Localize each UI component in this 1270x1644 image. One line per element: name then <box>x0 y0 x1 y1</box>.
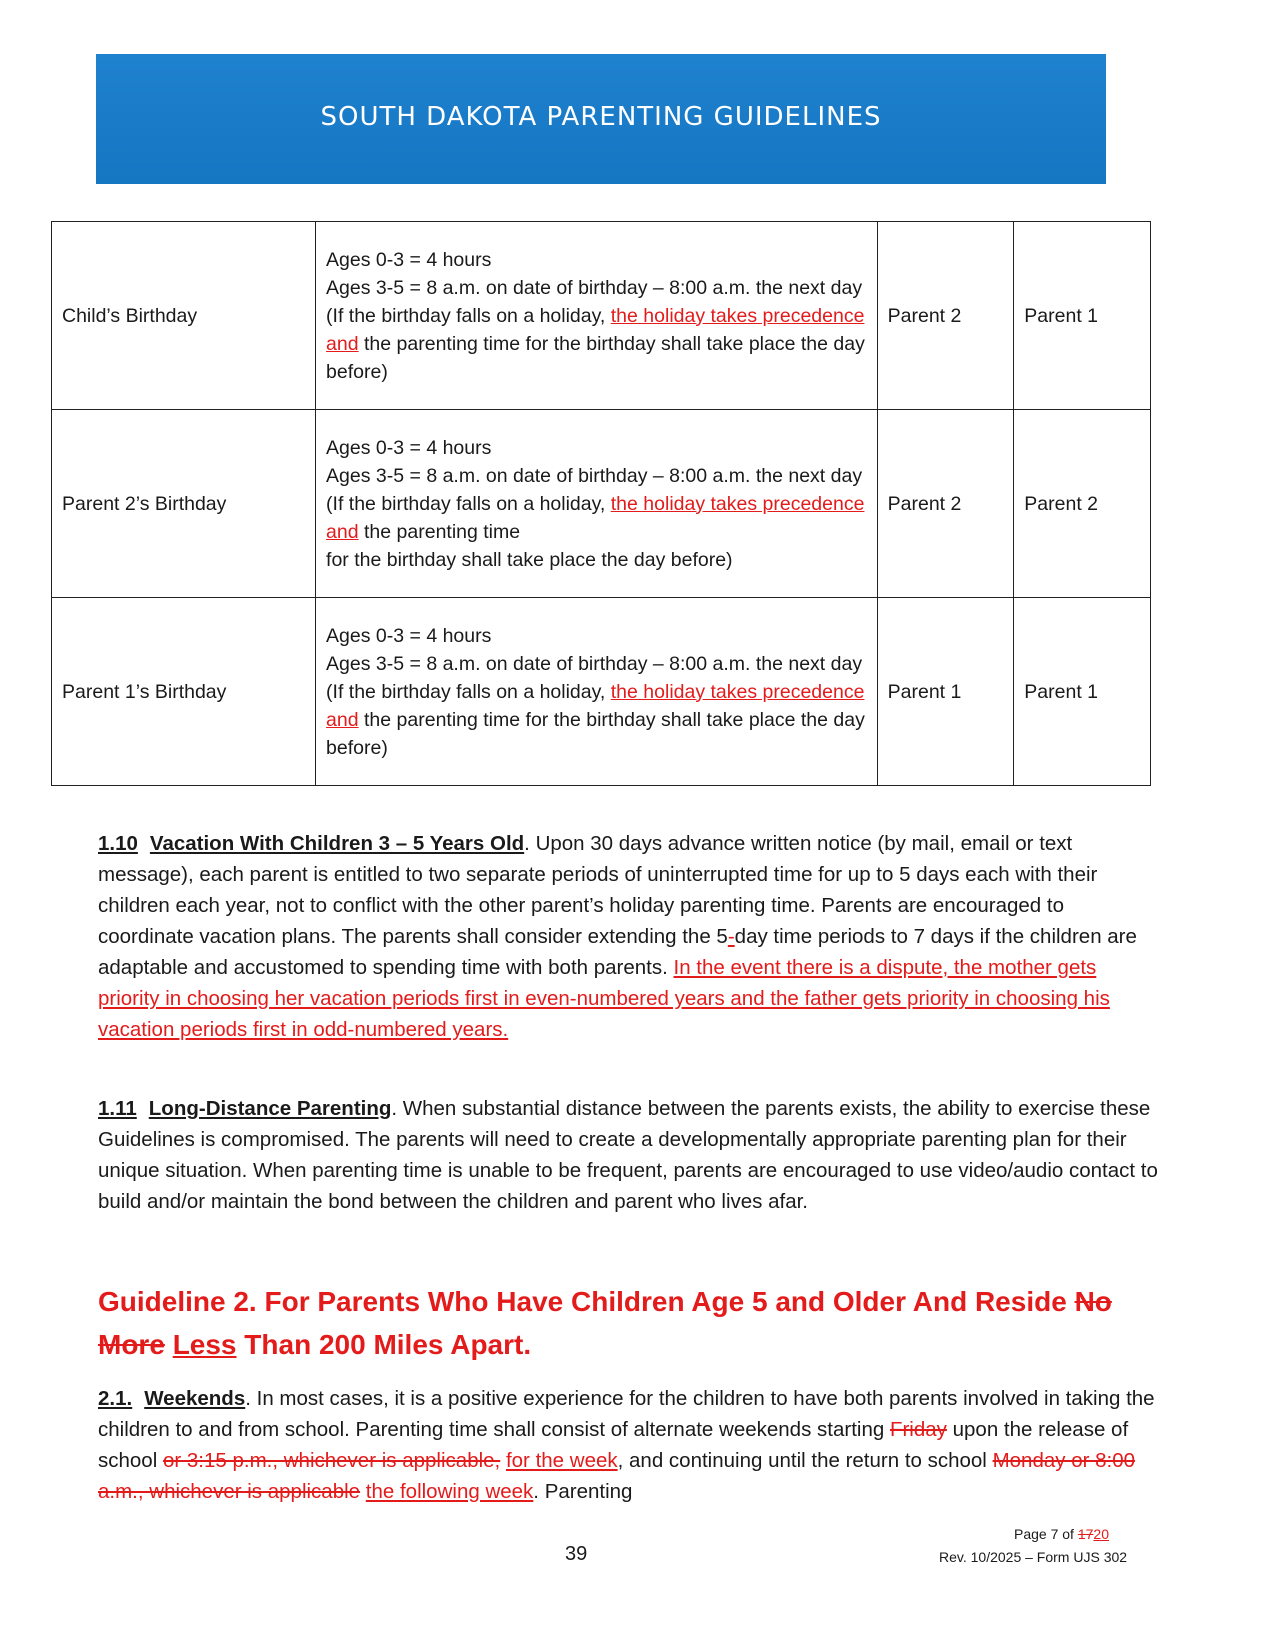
time-line: Ages 0-3 = 4 hours <box>326 624 492 647</box>
time-line: Ages 0-3 = 4 hours <box>326 436 492 459</box>
section-1-11 <box>98 1093 1158 1217</box>
holiday-note: (If the birthday falls on a holiday, the holiday takes precedence and the parenting time <box>326 492 865 543</box>
holiday-note: (If the birthday falls on a holiday, the holiday takes precedence and the parenting time for the birthday shall take place the day before) <box>326 304 865 383</box>
inserted-text: the holiday takes precedence and <box>326 304 865 355</box>
inserted-text: 20 <box>1093 1526 1109 1542</box>
section-number: 1.11 <box>98 1097 137 1120</box>
section-1-10 <box>98 828 1158 1045</box>
time-line: Ages 3-5 = 8 a.m. on date of birthday – 8:00 a.m. the next day <box>326 276 863 299</box>
inserted-text: - <box>727 925 735 948</box>
page-number: 39 <box>565 1543 588 1565</box>
time-cell <box>316 598 878 786</box>
event-cell: Parent 1’s Birthday <box>52 598 316 786</box>
inserted-text: the holiday takes precedence and <box>326 680 865 731</box>
section-title: Weekends <box>144 1387 246 1410</box>
section-2-1: 2.1. Weekends. In most cases, it is a positive experience for the children to have both parents involved in taking the children to and from school. Parenting time shall consist of alternate weekends starting Friday upon the release of school or 3:15 p.m., whichever is applicable, for the week, and continuing until the return to school Monday or 8:00 a.m., whichever is applicable the following week. Parenting <box>98 1387 1155 1503</box>
birthday-schedule-table <box>51 221 1151 786</box>
event-cell: Child’s Birthday <box>52 222 316 410</box>
page-of-total: Page 7 of 1720 <box>1014 1526 1109 1542</box>
header-banner <box>96 54 1106 184</box>
even-year-parent-cell: Parent 1 <box>877 598 1014 786</box>
time-cell <box>316 222 878 410</box>
inserted-text: for the week <box>505 1449 618 1472</box>
table-row <box>52 598 1151 786</box>
section-body: day time periods to 7 days if the children are adaptable and accustomed to spending time with both parents. <box>98 925 1137 979</box>
event-cell: Parent 2’s Birthday <box>52 410 316 598</box>
time-line: Ages 0-3 = 4 hours <box>326 248 492 271</box>
table-row <box>52 410 1151 598</box>
section-number: 2.1. <box>98 1387 133 1410</box>
document-title: SOUTH DAKOTA PARENTING GUIDELINES <box>320 102 882 132</box>
section-body: . Upon 30 days advance written notice (by mail, email or text message), each parent is entitled to two separate periods of uninterrupted time for up to 5 days each with their children each year, not to conflict with the other parent’s holiday parenting time. Parents are encouraged to coordinate vacation plans. The parents shall consider extending the 5 <box>98 832 1098 948</box>
odd-year-parent-cell: Parent 1 <box>1014 222 1151 410</box>
table-row <box>52 222 1151 410</box>
holiday-note-continued: for the birthday shall take place the day before) <box>326 548 733 571</box>
revision-label: Rev. 10/2025 – Form UJS 302 <box>939 1549 1128 1565</box>
inserted-text: the holiday takes precedence and <box>326 492 865 543</box>
time-line: Ages 3-5 = 8 a.m. on date of birthday – 8:00 a.m. the next day <box>326 652 863 675</box>
section-number: 1.10 <box>98 832 138 855</box>
odd-year-parent-cell: Parent 1 <box>1014 598 1151 786</box>
time-cell <box>316 410 878 598</box>
guideline-2-heading: Guideline 2. For Parents Who Have Children Age 5 and Older And Reside No More Less Than 200 Miles Apart. <box>98 1286 1112 1360</box>
section-title: Long-Distance Parenting <box>148 1097 392 1120</box>
deleted-text: No More <box>98 1286 1112 1360</box>
inserted-text: Less <box>172 1329 237 1360</box>
odd-year-parent-cell: Parent 2 <box>1014 410 1151 598</box>
inserted-text: In the event there is a dispute, the mother gets priority in choosing her vacation periods first in even-numbered years and the father gets priority in choosing his vacation periods first in odd-numbered years. <box>98 956 1110 1041</box>
even-year-parent-cell: Parent 2 <box>877 410 1014 598</box>
time-line: Ages 3-5 = 8 a.m. on date of birthday – 8:00 a.m. the next day <box>326 464 863 487</box>
deleted-text: Monday or 8:00 a.m., whichever is applicable <box>98 1449 1136 1503</box>
inserted-text: the following week <box>365 1480 534 1503</box>
deleted-text: Friday <box>889 1418 947 1441</box>
section-body: . When substantial distance between the parents exists, the ability to exercise these Guidelines is compromised. The parents will need to create a developmentally appropriate parenting plan for their unique situation. When parenting time is unable to be frequent, parents are encouraged to use video/audio contact to build and/or maintain the bond between the children and parent who lives afar. <box>98 1097 1158 1213</box>
holiday-note: (If the birthday falls on a holiday, the holiday takes precedence and the parenting time for the birthday shall take place the day before) <box>326 680 865 759</box>
deleted-text: 17 <box>1077 1526 1094 1542</box>
even-year-parent-cell: Parent 2 <box>877 222 1014 410</box>
section-title: Vacation With Children 3 – 5 Years Old <box>149 832 525 855</box>
deleted-text: or 3:15 p.m., whichever is applicable, <box>162 1449 501 1472</box>
